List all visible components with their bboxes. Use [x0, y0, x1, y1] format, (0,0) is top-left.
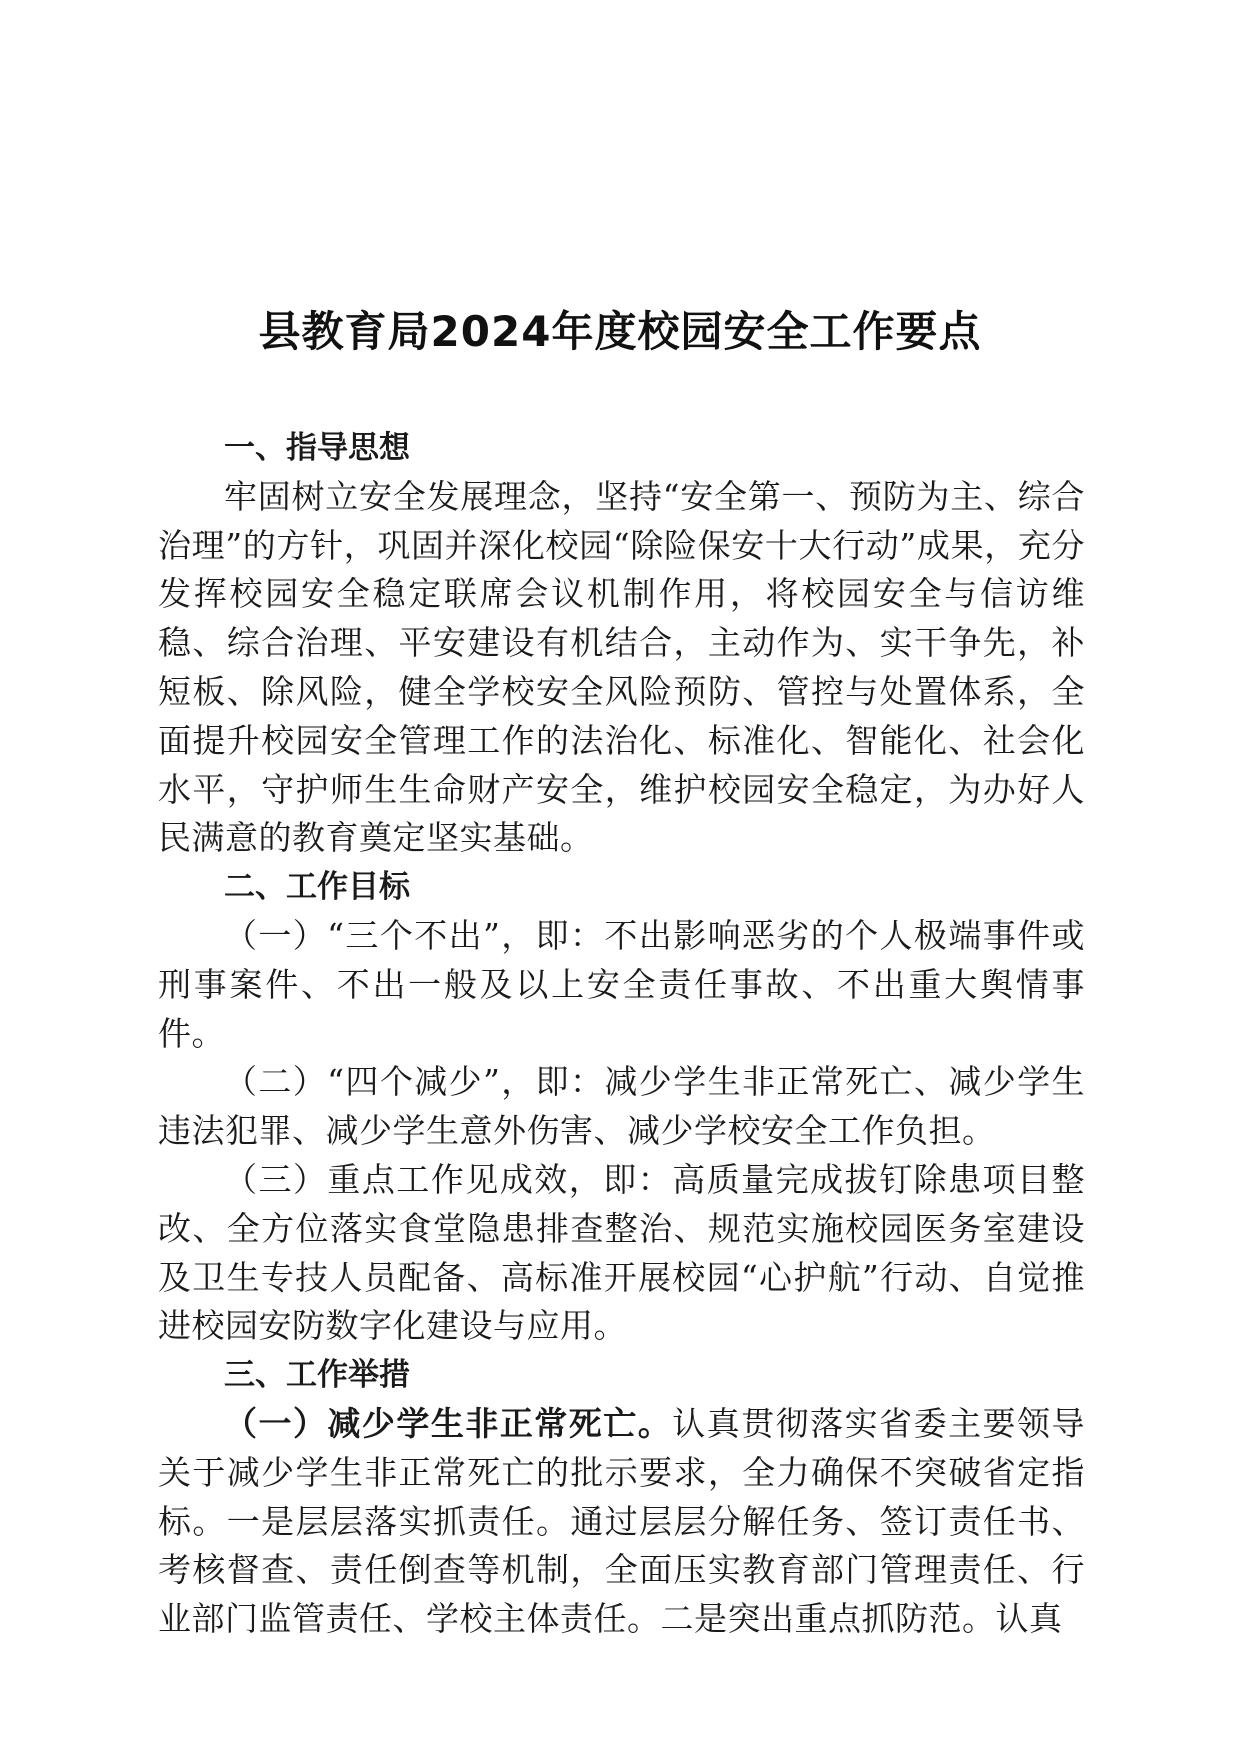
document-title: 县教育局2024年度校园安全工作要点: [258, 307, 982, 356]
paragraph-goal-three-not: （一）“三个不出”，即：不出影响恶劣的个人极端事件或刑事案件、不出一般及以上安全责任事故、不出重大舆情事件。: [158, 915, 1085, 1053]
paragraph-guiding-ideology: 牢固树立安全发展理念，坚持“安全第一、预防为主、综合治理”的方针，巩固并深化校园“除险保安十大行动”成果，充分发挥校园安全稳定联席会议机制作用，将校园安全与信访维稳、综合治理、平安建设有机结合，主动作为、实干争先，补短板、除风险，健全学校安全风险预防、管控与处置体系，全面提升校园安全管理工作的法治化、标准化、智能化、社会化水平，守护师生生命财产安全，维护校园安全稳定，为办好人民满意的教育奠定坚实基础。: [158, 476, 1085, 858]
document-body: [158, 424, 1085, 1644]
paragraph-goal-key-work: （三）重点工作见成效，即：高质量完成拔钉除患项目整改、全方位落实食堂隐患排查整治、规范实施校园医务室建设及卫生专技人员配备、高标准开展校园“心护航”行动、自觉推进校园安防数字化建设与应用。: [158, 1159, 1085, 1346]
paragraph-measure-one: [158, 1400, 1085, 1644]
paragraph-goal-four-reduce: （二）“四个减少”，即：减少学生非正常死亡、减少学生违法犯罪、减少学生意外伤害、减少学校安全工作负担。: [158, 1062, 1085, 1151]
section-heading-guiding-ideology: 一、指导思想: [224, 430, 410, 466]
section-heading-work-measures: 三、工作举措: [224, 1357, 410, 1394]
measure-one-text: 认真贯彻落实省委主要领导关于减少学生非正常死亡的批示要求，全力确保不突破省定指标。一是层层落实抓责任。通过层层分解任务、签订责任书、考核督查、责任倒查等机制，全面压实教育部门管理责任、行业部门监管责任、学校主体责任。二是突出重点抓防范。认真: [158, 1403, 1086, 1639]
measure-one-lead: （一）减少学生非正常死亡。: [224, 1403, 673, 1443]
section-heading-work-goals: 二、工作目标: [224, 869, 410, 906]
